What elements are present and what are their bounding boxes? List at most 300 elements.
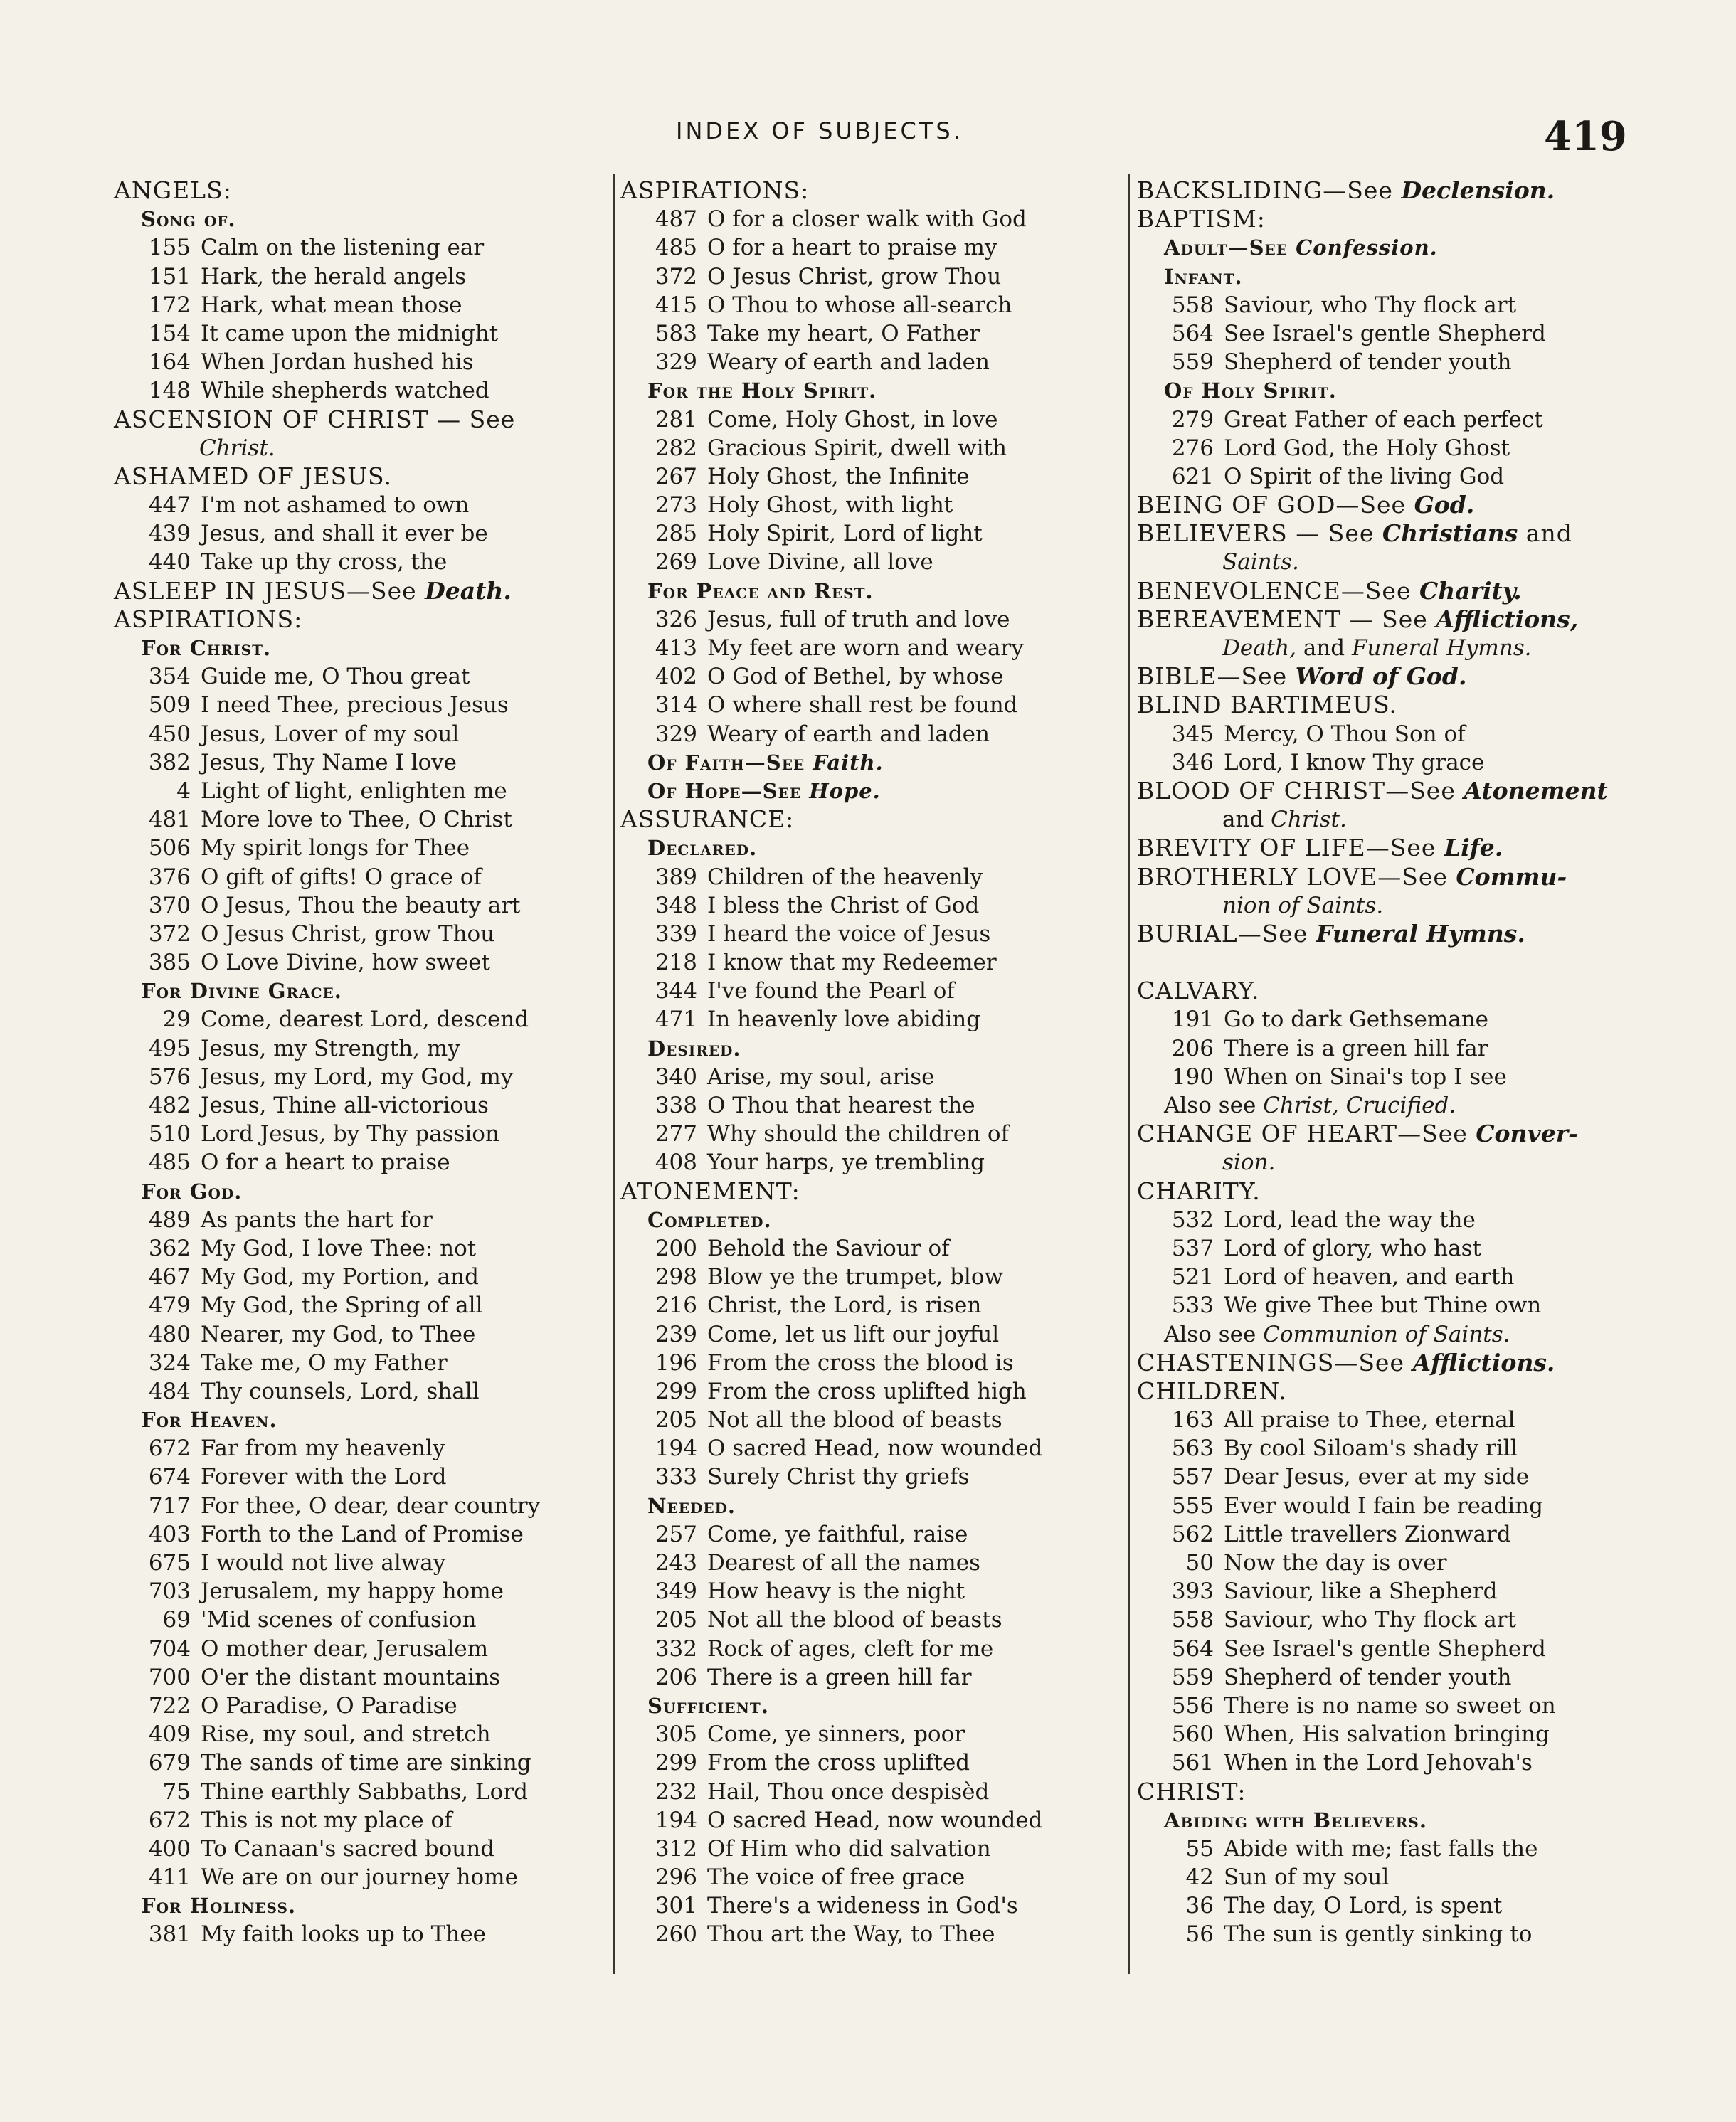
hymn-first-line: Surely Christ thy griefs <box>707 1464 970 1490</box>
subject-heading <box>114 462 612 491</box>
hymn-first-line: Saviour, like a Shepherd <box>1224 1579 1498 1605</box>
hymn-first-line: Take me, O my Father <box>201 1349 448 1376</box>
hymn-number: 532 <box>1171 1206 1214 1233</box>
hymn-entry <box>620 462 1118 491</box>
hymn-first-line: When Jordan hushed his <box>201 349 474 376</box>
see-reference: Death. <box>425 576 512 605</box>
hymn-entry <box>114 1005 612 1034</box>
hymn-first-line: We give Thee but Thine own <box>1224 1293 1542 1319</box>
hymn-entry <box>114 1635 612 1663</box>
hymn-number: 557 <box>1171 1464 1214 1490</box>
hymn-number: 277 <box>655 1121 697 1147</box>
hymn-first-line: To Canaan's sacred bound <box>201 1835 495 1862</box>
hymn-first-line: My spirit longs for Thee <box>201 835 470 861</box>
subheading <box>114 1177 612 1206</box>
entry-text: ASHAMED OF JESUS. <box>114 462 392 490</box>
hymn-number: 489 <box>148 1206 191 1233</box>
hymn-entry <box>620 1663 1118 1692</box>
subheading <box>1137 376 1635 405</box>
hymn-first-line: Arise, my soul, arise <box>707 1063 935 1090</box>
hymn-first-line: Take my heart, O Father <box>707 320 980 346</box>
hymn-number: 298 <box>655 1264 697 1290</box>
hymn-entry <box>620 519 1118 548</box>
hymn-first-line: O where shall rest be found <box>707 692 1018 718</box>
hymn-entry <box>620 1320 1118 1349</box>
hymn-number: 345 <box>1171 721 1214 747</box>
entry-text: ASSURANCE: <box>620 805 795 834</box>
entry-text: Completed. <box>647 1207 772 1232</box>
hymn-first-line: Weary of earth and laden <box>707 349 990 376</box>
hymn-entry <box>1137 748 1635 777</box>
entry-text: Also see <box>1164 1093 1264 1118</box>
hymn-entry <box>1137 1406 1635 1434</box>
hymn-entry <box>1137 1520 1635 1549</box>
see-reference: Funeral Hymns. <box>1351 635 1532 661</box>
hymn-first-line: I've found the Pearl of <box>707 978 955 1004</box>
hymn-first-line: Thine earthly Sabbaths, Lord <box>201 1778 528 1805</box>
subject-heading <box>1137 1349 1635 1377</box>
hymn-entry <box>114 834 612 862</box>
entry-text: BENEVOLENCE—See <box>1137 576 1419 605</box>
subject-heading <box>114 405 612 434</box>
entry-text: CHANGE OF HEART—See <box>1137 1120 1476 1148</box>
hymn-number: 205 <box>655 1407 697 1433</box>
hymn-first-line: O Jesus Christ, grow Thou <box>201 921 495 947</box>
entry-text: ASLEEP IN JESUS—See <box>114 576 425 605</box>
hymn-entry <box>620 1148 1118 1177</box>
hymn-entry <box>620 1005 1118 1034</box>
hymn-entry <box>620 1549 1118 1577</box>
subheading <box>620 1206 1118 1234</box>
hymn-number: 196 <box>655 1349 697 1376</box>
hymn-entry <box>114 1835 612 1863</box>
hymn-entry <box>114 1749 612 1777</box>
hymn-number: 163 <box>1171 1407 1214 1433</box>
hymn-number: 299 <box>655 1750 697 1776</box>
hymn-number: 562 <box>1171 1521 1214 1547</box>
hymn-entry <box>1137 462 1635 491</box>
hymn-first-line: From the cross uplifted high <box>707 1378 1027 1404</box>
hymn-entry <box>114 948 612 977</box>
hymn-entry <box>114 348 612 376</box>
entry-text: Also see <box>1164 1321 1264 1347</box>
hymn-first-line: Of Him who did salvation <box>707 1835 991 1862</box>
hymn-number: 164 <box>148 349 191 376</box>
hymn-first-line: Thou art the Way, to Thee <box>707 1921 995 1948</box>
hymn-entry <box>620 1577 1118 1606</box>
hymn-number: 301 <box>655 1893 697 1919</box>
hymn-number: 439 <box>148 521 191 547</box>
entry-text: and <box>1222 807 1271 833</box>
entry-text: BURIAL—See <box>1137 919 1316 948</box>
hymn-number: 485 <box>655 235 697 261</box>
hymn-first-line: Mercy, O Thou Son of <box>1224 721 1466 747</box>
hymn-entry <box>620 1606 1118 1634</box>
entry-text: For Holiness. <box>141 1894 297 1919</box>
hymn-first-line: O sacred Head, now wounded <box>707 1436 1043 1462</box>
hymn-entry <box>620 1835 1118 1863</box>
hymn-first-line: Holy Ghost, with light <box>707 492 953 519</box>
hymn-first-line: Hark, the herald angels <box>201 263 467 290</box>
hymn-first-line: Lord God, the Holy Ghost <box>1224 435 1510 461</box>
subject-heading <box>1137 1377 1635 1406</box>
subheading <box>620 1034 1118 1063</box>
hymn-number: 413 <box>655 635 697 661</box>
hymn-entry <box>620 1520 1118 1549</box>
hymn-entry <box>620 1291 1118 1320</box>
hymn-number: 269 <box>655 549 697 575</box>
hymn-first-line: Now the day is over <box>1224 1550 1447 1576</box>
subject-heading <box>1137 491 1635 519</box>
hymn-entry <box>620 548 1118 576</box>
hymn-first-line: Shepherd of tender youth <box>1224 349 1512 376</box>
hymn-first-line: My God, my Portion, and <box>201 1264 479 1290</box>
entry-text: BLIND BARTIMEUS. <box>1137 691 1398 719</box>
hymn-entry <box>114 1063 612 1091</box>
subject-heading <box>1137 519 1635 548</box>
hymn-entry <box>1137 1720 1635 1749</box>
entry-text: ASPIRATIONS: <box>620 176 810 204</box>
hymn-number: 206 <box>1171 1035 1214 1061</box>
hymn-entry <box>114 1692 612 1720</box>
entry-text: and <box>1296 635 1352 661</box>
hymn-number: 440 <box>148 549 191 575</box>
hymn-entry <box>1137 1635 1635 1663</box>
hymn-first-line: Come, dearest Lord, descend <box>201 1007 529 1033</box>
hymn-first-line: There's a wideness in God's <box>707 1893 1018 1919</box>
hymn-first-line: I heard the voice of Jesus <box>707 921 991 947</box>
hymn-first-line: Nearer, my God, to Thee <box>201 1321 476 1347</box>
hymn-first-line: Forever with the Lord <box>201 1464 447 1490</box>
see-reference: Commu- <box>1456 862 1567 891</box>
hymn-first-line: Lord Jesus, by Thy passion <box>201 1121 499 1147</box>
hymn-first-line: This is not my place of <box>201 1807 452 1833</box>
hymn-first-line: Weary of earth and laden <box>707 721 990 747</box>
see-reference: Atonement <box>1464 776 1608 805</box>
hymn-number: 700 <box>148 1664 191 1690</box>
hymn-entry <box>620 434 1118 462</box>
entry-text: Declared. <box>647 836 758 861</box>
entry-text: Abiding with Believers. <box>1164 1808 1427 1832</box>
see-reference: Christians <box>1382 519 1518 548</box>
hymn-first-line: Your harps, ye trembling <box>707 1150 985 1176</box>
see-reference: Communion of Saints. <box>1263 1321 1510 1347</box>
hymn-number: 484 <box>148 1378 191 1404</box>
hymn-entry <box>620 319 1118 348</box>
hymn-first-line: There is a green hill far <box>1224 1035 1488 1061</box>
hymn-entry <box>1137 1234 1635 1263</box>
hymn-first-line: Saviour, who Thy flock art <box>1224 1607 1517 1633</box>
hymn-first-line: Jesus, my Strength, my <box>201 1035 460 1061</box>
hymn-first-line: Lord, I know Thy grace <box>1224 749 1485 775</box>
entry-text: CHILDREN. <box>1137 1376 1287 1405</box>
hymn-first-line: Jesus, Lover of my soul <box>201 721 460 747</box>
hymn-entry <box>114 1549 612 1577</box>
hymn-first-line: I bless the Christ of God <box>707 892 980 918</box>
hymn-number: 576 <box>148 1063 191 1090</box>
hymn-first-line: We are on our journey home <box>201 1864 518 1891</box>
hymn-first-line: More love to Thee, O Christ <box>201 807 512 833</box>
column-divider-2 <box>1128 174 1130 1974</box>
hymn-number: 411 <box>148 1864 191 1891</box>
hymn-number: 450 <box>148 721 191 747</box>
hymn-number: 485 <box>148 1150 191 1176</box>
hymn-entry <box>1137 1492 1635 1520</box>
hymn-first-line: How heavy is the night <box>707 1579 965 1605</box>
subheading <box>114 205 612 233</box>
hymn-number: 75 <box>162 1778 191 1805</box>
hymn-entry <box>114 1234 612 1263</box>
hymn-first-line: It came upon the midnight <box>201 320 499 346</box>
hymn-entry <box>1137 1892 1635 1920</box>
hymn-entry <box>1137 1920 1635 1948</box>
hymn-first-line: There is no name so sweet on <box>1224 1692 1556 1719</box>
subject-heading <box>114 605 612 634</box>
hymn-first-line: While shepherds watched <box>201 378 489 404</box>
hymn-number: 415 <box>655 292 697 318</box>
hymn-number: 329 <box>655 721 697 747</box>
hymn-first-line: My God, I love Thee: not <box>201 1235 477 1261</box>
hymn-first-line: For thee, O dear, dear country <box>201 1492 541 1519</box>
heading-continuation <box>1137 548 1635 576</box>
hymn-first-line: Holy Spirit, Lord of light <box>707 521 983 547</box>
hymn-number: 482 <box>148 1093 191 1118</box>
hymn-entry <box>620 1806 1118 1835</box>
index-column-2 <box>620 176 1118 1949</box>
hymn-number: 408 <box>655 1150 697 1176</box>
hymn-number: 722 <box>148 1692 191 1719</box>
hymn-number: 339 <box>655 921 697 947</box>
hymn-entry <box>114 1520 612 1549</box>
cross-reference <box>1137 1320 1635 1349</box>
hymn-number: 281 <box>655 406 697 433</box>
hymn-entry <box>114 805 612 834</box>
hymn-number: 4 <box>176 778 191 804</box>
hymn-number: 279 <box>1171 406 1214 433</box>
entry-text: BLOOD OF CHRIST—See <box>1137 776 1464 805</box>
hymn-first-line: Abide with me; fast falls the <box>1224 1835 1538 1862</box>
hymn-number: 362 <box>148 1235 191 1261</box>
hymn-entry <box>620 233 1118 262</box>
hymn-first-line: Lord of heaven, and earth <box>1224 1264 1515 1290</box>
hymn-first-line: O Spirit of the living God <box>1224 463 1505 489</box>
hymn-number: 510 <box>148 1121 191 1147</box>
hymn-number: 533 <box>1171 1293 1214 1319</box>
hymn-number: 257 <box>655 1521 697 1547</box>
see-reference: Death, <box>1222 635 1296 661</box>
hymn-number: 239 <box>655 1321 697 1347</box>
hymn-entry <box>1137 720 1635 748</box>
hymn-number: 495 <box>148 1035 191 1061</box>
hymn-number: 349 <box>655 1579 697 1605</box>
hymn-number: 232 <box>655 1778 697 1805</box>
hymn-number: 389 <box>655 864 697 890</box>
entry-text: BREVITY OF LIFE—See <box>1137 834 1444 862</box>
heading-continuation <box>1137 1148 1635 1177</box>
hymn-entry <box>114 233 612 262</box>
hymn-number: 509 <box>148 692 191 718</box>
hymn-number: 372 <box>148 921 191 947</box>
hymn-entry <box>620 920 1118 948</box>
see-reference: Declension. <box>1401 176 1555 204</box>
hymn-number: 296 <box>655 1864 697 1891</box>
hymn-entry <box>620 948 1118 977</box>
subject-heading <box>620 1177 1118 1206</box>
hymn-first-line: Sun of my soul <box>1224 1864 1390 1891</box>
hymn-entry <box>114 1806 612 1835</box>
hymn-entry <box>620 262 1118 291</box>
hymn-entry <box>114 863 612 891</box>
hymn-number: 273 <box>655 492 697 519</box>
hymn-number: 332 <box>655 1635 697 1662</box>
hymn-entry <box>1137 1463 1635 1491</box>
hymn-number: 385 <box>148 950 191 976</box>
hymn-first-line: Jesus, Thy Name I love <box>201 749 457 775</box>
hymn-first-line: Hail, Thou once despisèd <box>707 1778 990 1805</box>
subject-heading <box>1137 691 1635 719</box>
hymn-first-line: My faith looks up to Thee <box>201 1921 487 1948</box>
hymn-first-line: Not all the blood of beasts <box>707 1407 1002 1433</box>
hymn-entry <box>620 1406 1118 1434</box>
subheading <box>620 748 1118 777</box>
hymn-number: 276 <box>1171 435 1214 461</box>
hymn-entry <box>620 348 1118 376</box>
hymn-first-line: O Paradise, O Paradise <box>201 1692 457 1719</box>
subject-heading <box>1137 920 1635 948</box>
hymn-first-line: See Israel's gentle Shepherd <box>1224 320 1546 346</box>
hymn-first-line: Little travellers Zionward <box>1224 1521 1511 1547</box>
hymn-number: 717 <box>148 1492 191 1519</box>
hymn-entry <box>114 1492 612 1520</box>
hymn-number: 151 <box>148 263 191 290</box>
hymn-number: 324 <box>148 1349 191 1376</box>
hymn-number: 56 <box>1185 1921 1214 1948</box>
hymn-number: 381 <box>148 1921 191 1948</box>
hymn-entry <box>620 1091 1118 1120</box>
hymn-first-line: O sacred Head, now wounded <box>707 1807 1043 1833</box>
hymn-entry <box>1137 1005 1635 1034</box>
hymn-number: 555 <box>1171 1492 1214 1519</box>
hymn-first-line: 'Mid scenes of confusion <box>201 1607 477 1633</box>
hymn-first-line: Come, ye sinners, poor <box>707 1722 965 1748</box>
hymn-number: 561 <box>1171 1750 1214 1776</box>
hymn-entry <box>114 1606 612 1634</box>
hymn-first-line: From the cross the blood is <box>707 1349 1014 1376</box>
page-header <box>0 113 1736 160</box>
hymn-number: 200 <box>655 1235 697 1261</box>
hymn-first-line: The voice of free grace <box>707 1864 965 1891</box>
hymn-entry <box>114 691 612 719</box>
hymn-first-line: By cool Siloam's shady rill <box>1224 1436 1518 1462</box>
subject-heading <box>1137 1120 1635 1148</box>
hymn-entry <box>620 405 1118 434</box>
hymn-first-line: O Love Divine, how sweet <box>201 950 491 976</box>
see-reference: Conver- <box>1476 1120 1578 1148</box>
hymn-entry <box>114 1291 612 1320</box>
hymn-number: 409 <box>148 1722 191 1748</box>
hymn-first-line: In heavenly love abiding <box>707 1007 981 1033</box>
subject-heading <box>1137 863 1635 891</box>
hymn-entry <box>114 720 612 748</box>
hymn-number: 191 <box>1171 1007 1214 1033</box>
hymn-entry <box>114 891 612 920</box>
hymn-number: 299 <box>655 1378 697 1404</box>
hymn-entry <box>620 205 1118 233</box>
hymn-number: 481 <box>148 807 191 833</box>
hymn-entry <box>114 1434 612 1463</box>
hymn-entry <box>1137 1263 1635 1291</box>
entry-text: and <box>1518 519 1572 548</box>
subject-heading <box>1137 1778 1635 1806</box>
hymn-number: 348 <box>655 892 697 918</box>
hymn-first-line: Jesus, my Lord, my God, my <box>201 1063 514 1090</box>
hymn-entry <box>620 1778 1118 1806</box>
hymn-entry <box>114 1320 612 1349</box>
hymn-entry <box>620 1120 1118 1148</box>
entry-text: BAPTISM: <box>1137 205 1266 233</box>
hymn-number: 563 <box>1171 1436 1214 1462</box>
hymn-entry <box>620 1863 1118 1892</box>
hymn-entry <box>114 1091 612 1120</box>
see-reference: Christ. <box>199 435 275 461</box>
hymn-entry <box>620 605 1118 634</box>
hymn-number: 487 <box>655 206 697 233</box>
see-reference: Saints. <box>1222 549 1299 575</box>
hymn-entry <box>620 1720 1118 1749</box>
hymn-first-line: Forth to the Land of Promise <box>201 1521 524 1547</box>
hymn-first-line: Saviour, who Thy flock art <box>1224 292 1517 318</box>
hymn-first-line: Shepherd of tender youth <box>1224 1664 1512 1690</box>
hymn-number: 393 <box>1171 1579 1214 1605</box>
hymn-entry <box>114 519 612 548</box>
hymn-entry <box>114 1663 612 1692</box>
hymn-entry <box>620 1063 1118 1091</box>
hymn-number: 479 <box>148 1293 191 1319</box>
hymn-entry <box>620 720 1118 748</box>
subheading <box>620 577 1118 605</box>
hymn-first-line: All praise to Thee, eternal <box>1224 1407 1515 1433</box>
hymn-entry <box>620 1234 1118 1263</box>
hymn-entry <box>114 1720 612 1749</box>
hymn-number: 305 <box>655 1722 697 1748</box>
hymn-number: 672 <box>148 1436 191 1462</box>
hymn-number: 674 <box>148 1464 191 1490</box>
entry-text: CHARITY. <box>1137 1177 1261 1205</box>
hymn-number: 370 <box>148 892 191 918</box>
hymn-first-line: From the cross uplifted <box>707 1750 970 1776</box>
hymn-entry <box>114 1920 612 1948</box>
hymn-number: 376 <box>148 864 191 890</box>
hymn-entry <box>1137 348 1635 376</box>
hymn-entry <box>1137 1606 1635 1634</box>
hymn-number: 155 <box>148 235 191 261</box>
hymn-first-line: Dearest of all the names <box>707 1550 980 1576</box>
hymn-number: 50 <box>1185 1550 1214 1576</box>
hymn-first-line: Rock of ages, cleft for me <box>707 1635 994 1662</box>
hymn-first-line: Behold the Saviour of <box>707 1235 950 1261</box>
entry-text: For the Holy Spirit. <box>647 378 877 403</box>
subheading <box>114 1892 612 1920</box>
subject-heading <box>620 176 1118 205</box>
see-reference: Funeral Hymns. <box>1316 919 1525 948</box>
subheading <box>1137 262 1635 291</box>
hymn-entry <box>1137 1434 1635 1463</box>
hymn-entry <box>1137 434 1635 462</box>
hymn-entry <box>620 1920 1118 1948</box>
hymn-first-line: I need Thee, precious Jesus <box>201 692 509 718</box>
hymn-first-line: Christ, the Lord, is risen <box>707 1293 982 1319</box>
see-reference: Faith. <box>813 750 884 775</box>
